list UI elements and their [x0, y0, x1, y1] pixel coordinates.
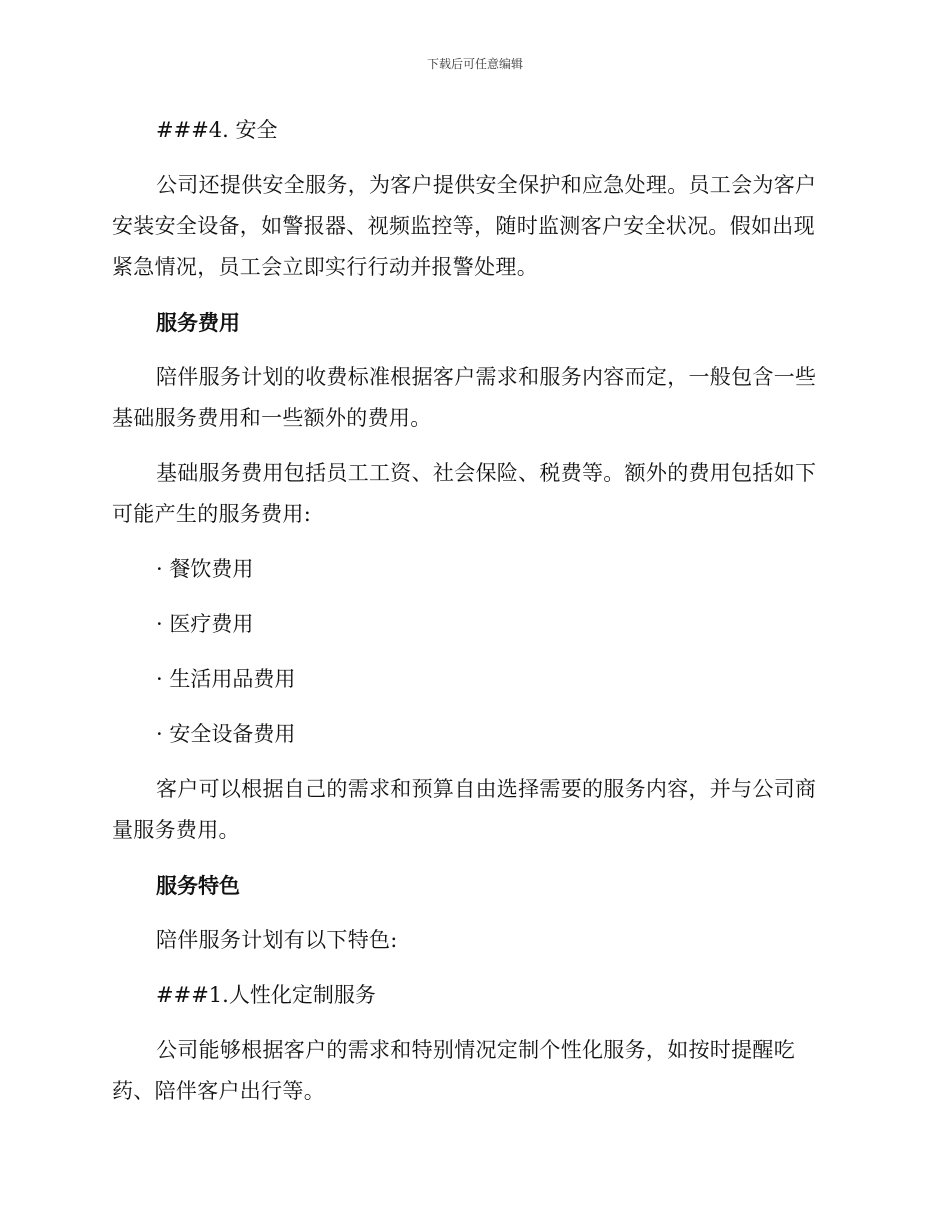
page-header: 下载后可任意编辑	[426, 57, 523, 71]
paragraph-fees-detail: 基础服务费用包括员工工资、社会保险、税费等。额外的费用包括如下可能产生的服务费用:	[112, 461, 817, 526]
fee-item: · 餐饮费用	[156, 557, 254, 581]
section-heading-fees: 服务费用	[156, 310, 240, 335]
paragraph-custom-service: 公司能够根据客户的需求和特别情况定制个性化服务，如按时提醒吃药、陪伴客户出行等。	[112, 1038, 795, 1103]
fee-item: · 安全设备费用	[156, 722, 296, 746]
paragraph-security: 公司还提供安全服务，为客户提供安全保护和应急处理。员工会为客户安装安全设备，如警报器、视频监控等，随时监测客户安全状况。假如出现紧急情况，员工会立即实行行动并报警处理。	[112, 173, 817, 279]
paragraph-features-intro: 陪伴服务计划有以下特色:	[156, 928, 398, 952]
paragraph-fees-intro: 陪伴服务计划的收费标准根据客户需求和服务内容而定，一般包含一些基础服务费用和一些额外的费用。	[112, 365, 817, 430]
fee-item: · 医疗费用	[156, 612, 254, 636]
section-heading-custom-service: ###1.人性化定制服务	[156, 983, 376, 1007]
section-heading-security: ###4. 安全	[156, 118, 278, 142]
document-body	[112, 110, 832, 1126]
paragraph-fees-choice: 客户可以根据自己的需求和预算自由选择需要的服务内容，并与公司商量服务费用。	[112, 777, 817, 842]
section-heading-features: 服务特色	[156, 873, 240, 898]
fee-item: · 生活用品费用	[156, 667, 296, 691]
